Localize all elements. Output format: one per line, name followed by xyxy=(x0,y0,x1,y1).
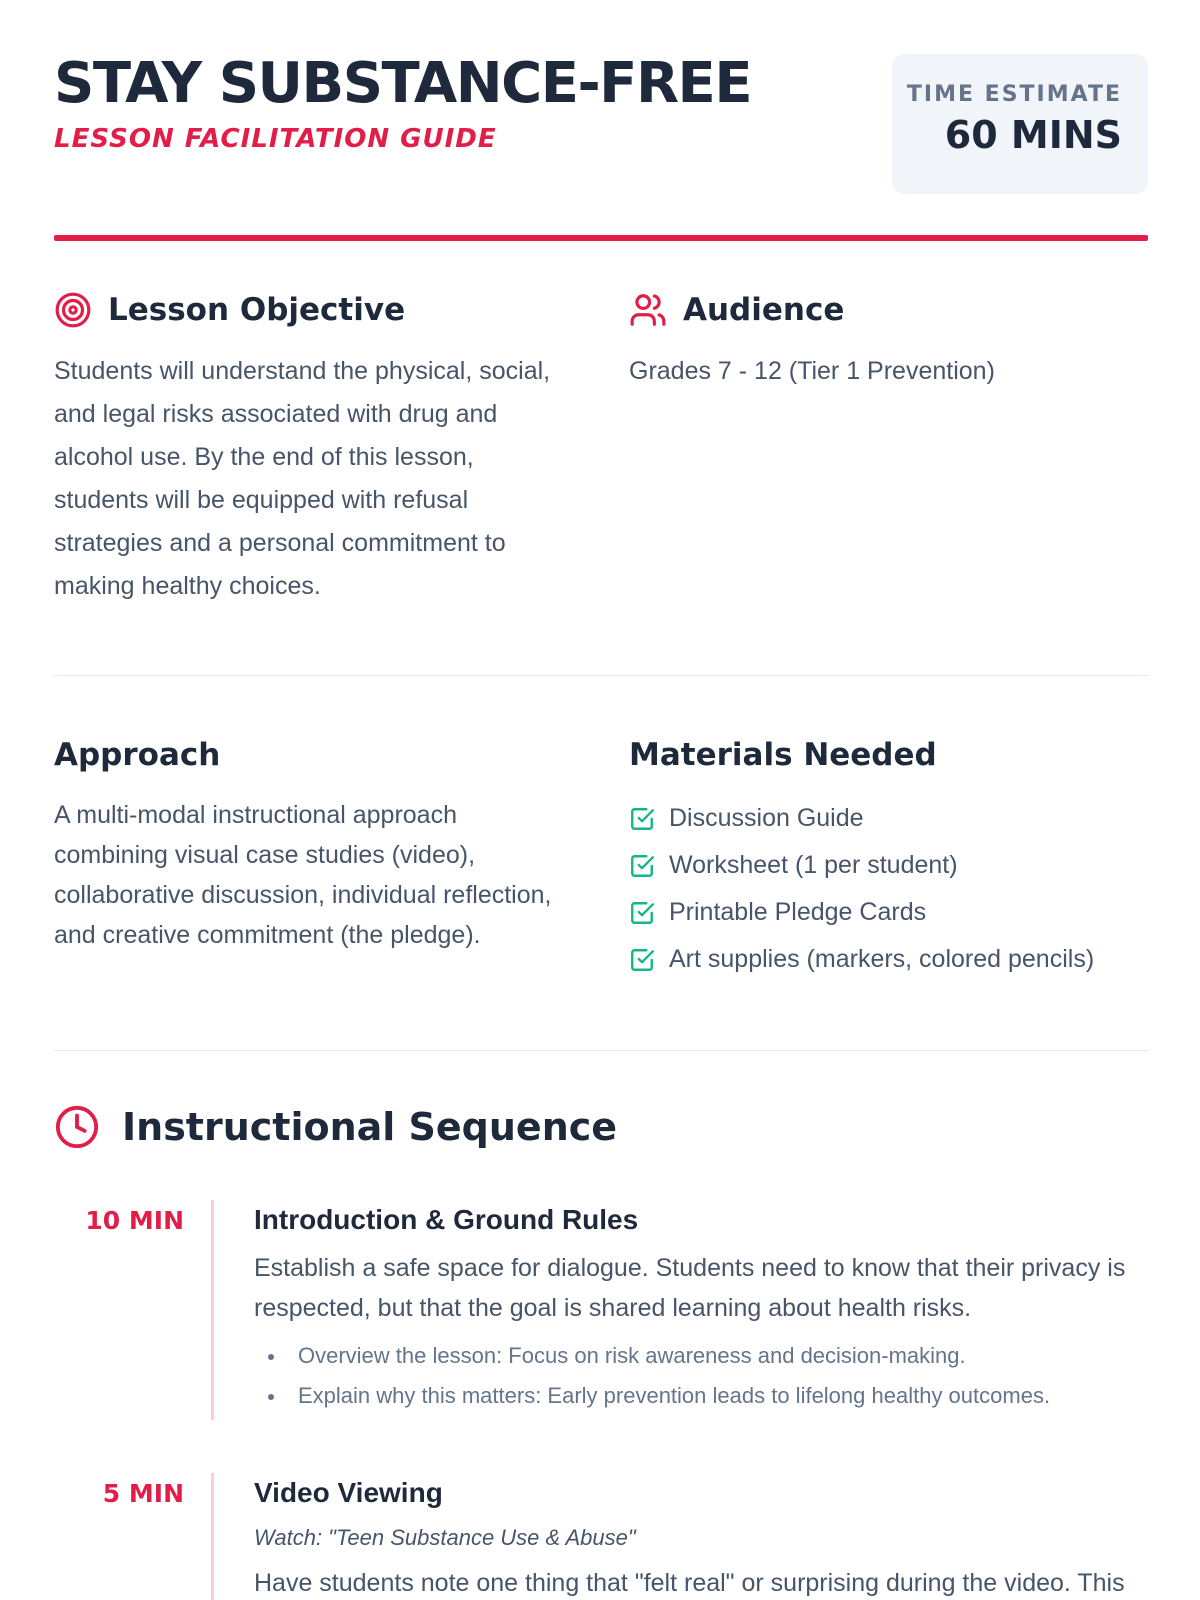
step-bullet-list xyxy=(254,1336,1148,1416)
time-estimate-box xyxy=(892,54,1148,194)
page-subtitle: LESSON FACILITATION GUIDE xyxy=(54,124,497,154)
step-bullet: Explain why this matters: Early prevention leads to lifelong healthy outcomes. xyxy=(298,1376,1148,1416)
sequence-heading: Instructional Sequence xyxy=(122,1105,618,1149)
materials-item-label: Printable Pledge Cards xyxy=(669,898,927,926)
step-duration: 10 MIN xyxy=(85,1206,184,1235)
objective-heading: Lesson Objective xyxy=(108,292,406,328)
users-icon xyxy=(629,291,667,329)
step-body xyxy=(254,1200,1148,1416)
step-duration: 5 MIN xyxy=(102,1479,184,1508)
step-timeline-line xyxy=(211,1200,214,1420)
approach-text: A multi-modal instructional approach combining visual case studies (video), collaborative discussion, individual reflection, and creative commitment (the pledge). xyxy=(54,801,552,949)
step-title: Video Viewing xyxy=(254,1477,443,1508)
sequence-heading-row xyxy=(54,1107,1148,1147)
time-estimate-value: 60 MINS xyxy=(944,113,1122,157)
objective-heading-row xyxy=(54,290,564,330)
audience-text: Grades 7 - 12 (Tier 1 Prevention) xyxy=(629,357,995,385)
step-timeline-line xyxy=(211,1473,214,1600)
step-bullet: Overview the lesson: Focus on risk awareness and decision-making. xyxy=(298,1336,1148,1376)
audience-heading-row xyxy=(629,290,1148,330)
sequence-step xyxy=(54,1200,1148,1420)
step-subtitle: Watch: "Teen Substance Use & Abuse" xyxy=(254,1525,636,1550)
step-body xyxy=(254,1473,1148,1600)
materials-item-label: Discussion Guide xyxy=(669,804,864,832)
clock-icon xyxy=(54,1104,100,1150)
objective-text: Students will understand the physical, social, and legal risks associated with drug and alcohol use. By the end of this lesson, students will be equipped with refusal strategies and a personal commitment to making healthy choices. xyxy=(54,357,551,600)
time-estimate-label: TIME ESTIMATE xyxy=(906,82,1122,107)
section-divider xyxy=(54,675,1148,676)
audience-heading: Audience xyxy=(683,292,845,328)
page-title: STAY SUBSTANCE-FREE xyxy=(54,51,752,116)
target-icon xyxy=(54,291,92,329)
step-title: Introduction & Ground Rules xyxy=(254,1204,639,1235)
section-divider xyxy=(54,1050,1148,1051)
materials-item xyxy=(629,795,1148,842)
materials-item xyxy=(629,842,1148,889)
step-description: Have students note one thing that "felt real" or surprising during the video. This xyxy=(254,1569,1125,1597)
objective-section xyxy=(54,290,564,608)
checkbox-checked-icon xyxy=(629,853,655,879)
checkbox-checked-icon xyxy=(629,806,655,832)
step-description: Establish a safe space for dialogue. Students need to know that their privacy is respected, but that the goal is shared learning about health risks. xyxy=(254,1254,1126,1322)
approach-section xyxy=(54,735,564,955)
materials-item-label: Art supplies (markers, colored pencils) xyxy=(669,945,1095,973)
header-accent-rule xyxy=(54,235,1148,241)
checkbox-checked-icon xyxy=(629,900,655,926)
checkbox-checked-icon xyxy=(629,947,655,973)
materials-item xyxy=(629,936,1148,983)
materials-list xyxy=(629,795,1148,983)
sequence-section xyxy=(54,1107,1148,1147)
materials-item-label: Worksheet (1 per student) xyxy=(669,851,958,879)
materials-section xyxy=(629,735,1148,983)
approach-heading: Approach xyxy=(54,737,221,773)
materials-item xyxy=(629,889,1148,936)
materials-heading: Materials Needed xyxy=(629,737,937,773)
sequence-step xyxy=(54,1473,1148,1600)
audience-section xyxy=(629,290,1148,393)
page-header xyxy=(54,52,1148,202)
